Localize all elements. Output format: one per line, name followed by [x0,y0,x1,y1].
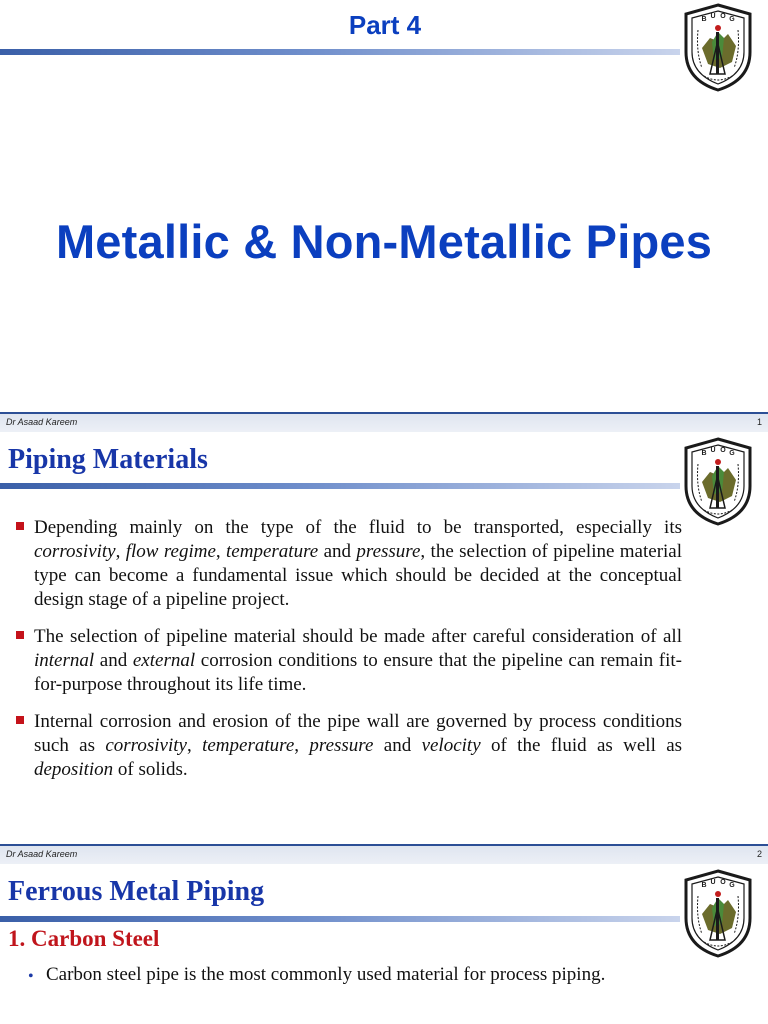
logo-letter-0: B [701,16,707,23]
emphasis-text: temperature [226,541,319,562]
footer-author: Dr Asaad Kareem [6,849,78,859]
logo-letter-0: B [701,882,707,889]
logo-letter-2: O [720,13,726,20]
bullet-text: Internal corrosion and erosion of the pipe wall are governed by process conditions such as [34,711,682,756]
slide-2 [0,432,768,844]
bullet-text: and [94,650,133,671]
bullet-text: Carbon steel pipe is the most commonly used material for process piping. [46,964,606,985]
slide-3 [0,864,768,1024]
bullet-list [14,516,682,795]
square-bullet-icon [16,716,24,724]
emphasis-text: external [132,650,196,671]
bullet-text: and [318,541,357,562]
emphasis-text: pressure [356,541,421,562]
bullet-dot-icon: • [28,968,34,985]
bullet-item [14,625,682,697]
bullet-text: , [215,541,227,562]
bullet-text: , [186,735,203,756]
logo-letter-1: U [710,879,716,886]
emphasis-text: pressure [309,735,374,756]
page-number: 2 [756,849,762,859]
emphasis-text: deposition [34,759,114,780]
footer-author: Dr Asaad Kareem [6,417,78,427]
university-logo [680,2,756,92]
main-title: Metallic & Non-Metallic Pipes [55,215,713,268]
university-logo [680,436,756,526]
bullet-text: Depending mainly on the type of the fluid to be transported, especially its [34,517,682,538]
bullet-text: corrosion conditions to ensure that the pipeline can remain fit-for-purpose throughout its life time. [34,650,682,695]
square-bullet-icon [16,631,24,639]
bullet-item [14,710,682,782]
sub-heading: 1. Carbon Steel [8,926,160,951]
bullet-text: and [373,735,422,756]
university-logo [680,868,756,958]
emphasis-text: internal [34,650,95,671]
bullet-list [28,964,605,986]
logo-letter-3: G [729,882,735,889]
bullet-text: The selection of pipeline material should be made after careful consideration of all [34,626,682,647]
logo-letter-2: O [720,879,726,886]
bullet-text: of the fluid as well as [480,735,683,756]
emphasis-text: corrosivity [34,541,116,562]
logo-letter-0: B [701,450,707,457]
emphasis-text: flow regime [125,541,216,562]
bullet-text: , [294,735,310,756]
page-number: 1 [756,417,762,427]
emphasis-text: temperature [202,735,295,756]
bullet-item [28,964,605,986]
slide-heading: Piping Materials [8,444,208,475]
top-rule [0,483,680,489]
top-rule [0,49,680,55]
logo-letter-2: O [720,447,726,454]
bullet-text: , [115,541,126,562]
slide-heading: Ferrous Metal Piping [8,876,265,907]
logo-letter-3: G [729,16,735,23]
bullet-text: of solids. [113,759,188,780]
square-bullet-icon [16,522,24,530]
top-rule [0,916,680,922]
emphasis-text: corrosivity [105,735,187,756]
logo-letter-3: G [729,450,735,457]
logo-letter-1: U [710,447,716,454]
part-label: Part 4 [348,10,422,40]
bullet-text: , the selection of pipeline material type can become a fundamental issue which should be decided at the conceptual design stage of a pipeline project. [34,541,683,610]
bullet-item [14,516,682,612]
logo-letter-1: U [710,13,716,20]
slide-1 [0,0,768,412]
emphasis-text: velocity [421,735,481,756]
